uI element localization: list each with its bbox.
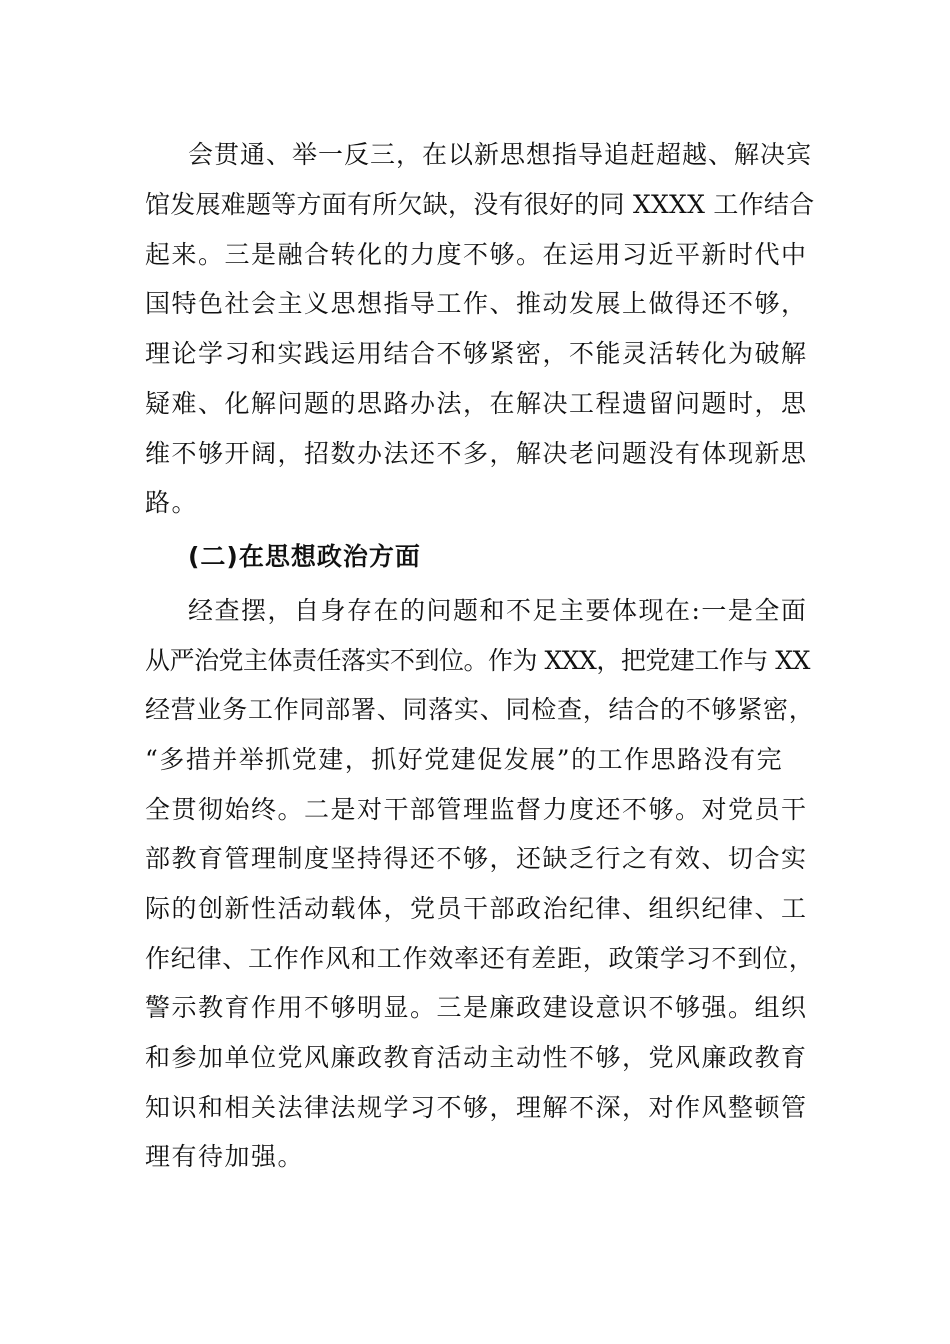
paragraph-line: 和参加单位党风廉政教育活动主动性不够，党风廉政教育: [145, 1043, 808, 1072]
paragraph-line: 从严治党主体责任落实不到位。作为 XXX，把党建工作与 XX: [145, 646, 810, 675]
paragraph-line: 经查摆，自身存在的问题和不足主要体现在:一是全面: [188, 596, 808, 625]
paragraph-line: 维不够开阔，招数办法还不多，解决老问题没有体现新思: [145, 439, 808, 468]
paragraph-line: 部教育管理制度坚持得还不够，还缺乏行之有效、切合实: [145, 844, 808, 873]
paragraph-line: 际的创新性活动载体，党员干部政治纪律、组织纪律、工: [145, 894, 808, 923]
paragraph-line: 路。: [145, 488, 199, 517]
paragraph-line: 馆发展难题等方面有所欠缺，没有很好的同 XXXX 工作结合: [145, 190, 815, 219]
paragraph-line: 理有待加强。: [145, 1142, 305, 1171]
paragraph-line: 经营业务工作同部署、同落实、同检查，结合的不够紧密，: [145, 695, 815, 724]
paragraph-line: 作纪律、工作作风和工作效率还有差距，政策学习不到位，: [145, 944, 815, 973]
paragraph-line: 警示教育作用不够明显。三是廉政建设意识不够强。组织: [145, 993, 808, 1022]
paragraph-line: 知识和相关法律法规学习不够，理解不深，对作风整顿管: [145, 1093, 808, 1122]
paragraph-line: 疑难、化解问题的思路办法，在解决工程遗留问题时，思: [145, 389, 808, 418]
paragraph-line: 全贯彻始终。二是对干部管理监督力度还不够。对党员干: [145, 795, 808, 824]
section-heading: (二)在思想政治方面: [188, 542, 421, 571]
paragraph-line: 国特色社会主义思想指导工作、推动发展上做得还不够，: [145, 289, 808, 318]
paragraph-line: 理论学习和实践运用结合不够紧密，不能灵活转化为破解: [145, 339, 808, 368]
paragraph-line: “多措并举抓党建，抓好党建促发展”的工作思路没有完: [145, 745, 784, 774]
paragraph-line: 起来。三是融合转化的力度不够。在运用习近平新时代中: [145, 240, 808, 269]
paragraph-line: 会贯通、举一反三，在以新思想指导追赶超越、解决宾: [188, 140, 813, 169]
